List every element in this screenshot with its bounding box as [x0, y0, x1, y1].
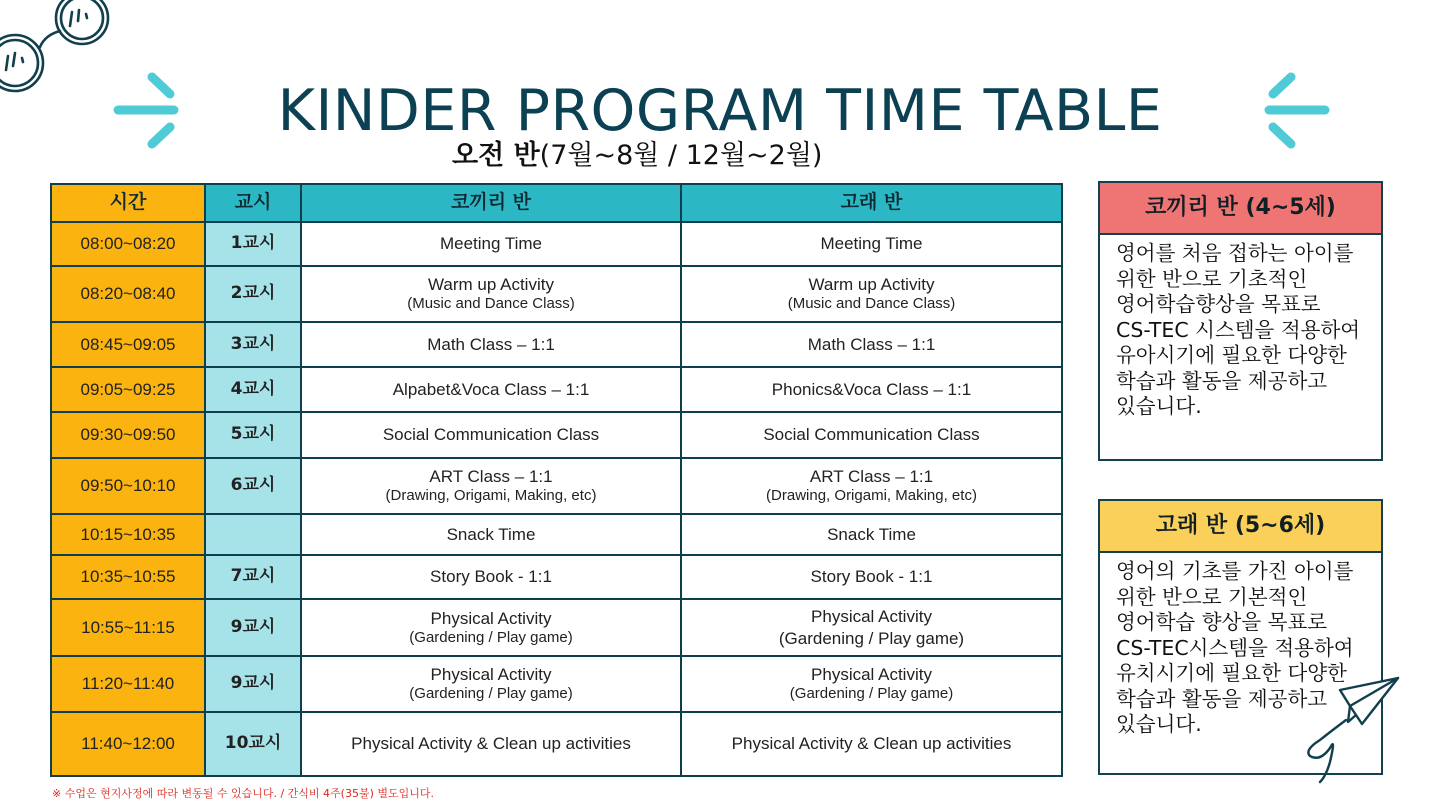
elephant-activity-cell — [301, 599, 681, 656]
card-title: 고래 반 (5~6세) — [1100, 501, 1381, 553]
table-row — [51, 656, 1062, 712]
paper-plane-icon — [1290, 670, 1410, 790]
elephant-activity-cell — [301, 458, 681, 514]
whale-activity-cell — [681, 712, 1062, 776]
period-cell: 9교시 — [205, 599, 301, 656]
header-time: 시간 — [51, 184, 205, 222]
time-cell: 08:45~09:05 — [51, 322, 205, 367]
period-cell: 1교시 — [205, 222, 301, 266]
period-cell: 10교시 — [205, 712, 301, 776]
table-row — [51, 712, 1062, 776]
whale-activity-cell — [681, 322, 1062, 367]
period-cell: 6교시 — [205, 458, 301, 514]
footnote: ※ 수업은 현지사정에 따라 변동될 수 있습니다. / 간식비 4주(35불) 별도입니다. — [52, 787, 434, 800]
period-cell — [205, 514, 301, 555]
whale-activity-cell — [681, 599, 1062, 656]
activity-detail: (Music and Dance Class) — [407, 295, 575, 313]
time-cell: 10:15~10:35 — [51, 514, 205, 555]
activity-detail: (Drawing, Origami, Making, etc) — [385, 487, 597, 505]
elephant-activity-cell — [301, 367, 681, 412]
table-row — [51, 222, 1062, 266]
table-row — [51, 266, 1062, 322]
elephant-activity-cell — [301, 514, 681, 555]
activity-title: Story Book - 1:1 — [810, 567, 933, 587]
activity-detail: (Gardening / Play game) — [409, 685, 573, 703]
activity-title: Warm up Activity — [808, 275, 935, 294]
elephant-activity-cell — [301, 412, 681, 458]
whale-activity-cell — [681, 222, 1062, 266]
activity-title: ART Class – 1:1 — [809, 467, 934, 486]
card-title: 코끼리 반 (4~5세) — [1100, 183, 1381, 235]
header-whale-class: 고래 반 — [681, 184, 1062, 222]
activity-detail: (Gardening / Play game) — [778, 628, 965, 648]
whale-activity-cell — [681, 656, 1062, 712]
activity-title: Physical Activity — [430, 608, 552, 628]
activity-title: Snack Time — [446, 524, 536, 544]
period-cell: 2교시 — [205, 266, 301, 322]
card-description: 영어의 기초를 가진 아이를 위한 반으로 기본적인 영어학습 향상을 목표로 CS-TEC시스템을 적용하여 유치시기에 필요한 다양한 학습과 활동을 제공하고 있습니다. — [1116, 559, 1354, 736]
period-cell: 7교시 — [205, 555, 301, 599]
elephant-activity-cell — [301, 712, 681, 776]
activity-title: Meeting Time — [439, 234, 543, 254]
header-elephant-class: 코끼리 반 — [301, 184, 681, 222]
subtitle-bold: 오전 반 — [452, 140, 540, 171]
whale-activity-cell — [681, 412, 1062, 458]
header-period: 교시 — [205, 184, 301, 222]
page-title: KINDER PROGRAM TIME TABLE — [277, 78, 1163, 144]
activity-title: Physical Activity & Clean up activities — [351, 734, 631, 754]
activity-title: Physical Activity — [430, 665, 552, 684]
activity-title: Physical Activity — [811, 607, 932, 627]
activity-title: Snack Time — [827, 524, 916, 544]
time-cell: 10:55~11:15 — [51, 599, 205, 656]
elephant-activity-cell — [301, 656, 681, 712]
table-row — [51, 458, 1062, 514]
table-row — [51, 555, 1062, 599]
whale-activity-cell — [681, 514, 1062, 555]
time-cell: 11:40~12:00 — [51, 712, 205, 776]
elephant-class-card — [1098, 181, 1383, 461]
table-row — [51, 412, 1062, 458]
table-row — [51, 322, 1062, 367]
activity-title: Physical Activity & Clean up activities — [731, 734, 1012, 754]
activity-title: Story Book - 1:1 — [430, 567, 552, 587]
subtitle-period: (7월~8월 / 12월~2월) — [539, 140, 823, 171]
time-cell: 10:35~10:55 — [51, 555, 205, 599]
time-cell: 09:05~09:25 — [51, 367, 205, 412]
activity-detail: (Gardening / Play game) — [789, 685, 954, 703]
table-header-row — [51, 184, 1062, 222]
period-cell: 9교시 — [205, 656, 301, 712]
table-row — [51, 599, 1062, 656]
activity-title: Alpabet&Voca Class – 1:1 — [392, 379, 590, 399]
elephant-activity-cell — [301, 555, 681, 599]
activity-title: Social Communication Class — [763, 425, 980, 445]
activity-title: Math Class – 1:1 — [807, 334, 936, 354]
time-cell: 09:50~10:10 — [51, 458, 205, 514]
timetable — [50, 183, 1063, 777]
elephant-activity-cell — [301, 322, 681, 367]
activity-title: Physical Activity — [811, 665, 932, 684]
activity-title: Meeting Time — [820, 234, 923, 254]
period-cell: 3교시 — [205, 322, 301, 367]
time-cell: 09:30~09:50 — [51, 412, 205, 458]
activity-title: Phonics&Voca Class – 1:1 — [771, 379, 972, 399]
whale-activity-cell — [681, 555, 1062, 599]
table-row — [51, 514, 1062, 555]
activity-detail: (Gardening / Play game) — [409, 628, 573, 646]
time-cell: 11:20~11:40 — [51, 656, 205, 712]
activity-title: Warm up Activity — [428, 275, 554, 294]
period-cell: 4교시 — [205, 367, 301, 412]
elephant-activity-cell — [301, 222, 681, 266]
activity-detail: (Music and Dance Class) — [787, 295, 956, 313]
elephant-activity-cell — [301, 266, 681, 322]
time-cell: 08:20~08:40 — [51, 266, 205, 322]
activity-title: Math Class – 1:1 — [427, 334, 555, 354]
activity-title: ART Class – 1:1 — [429, 467, 553, 486]
whale-activity-cell — [681, 458, 1062, 514]
table-row — [51, 367, 1062, 412]
whale-activity-cell — [681, 266, 1062, 322]
page-subtitle — [452, 138, 822, 174]
card-description: 영어를 처음 접하는 아이를 위한 반으로 기초적인 영어학습향상을 목표로 CS-TEC 시스템을 적용하여 유아시기에 필요한 다양한 학습과 활동을 제공하고 있습니다. — [1116, 241, 1361, 418]
activity-title: Social Communication Class — [382, 425, 600, 445]
period-cell: 5교시 — [205, 412, 301, 458]
activity-detail: (Drawing, Origami, Making, etc) — [766, 487, 977, 505]
whale-activity-cell — [681, 367, 1062, 412]
time-cell: 08:00~08:20 — [51, 222, 205, 266]
